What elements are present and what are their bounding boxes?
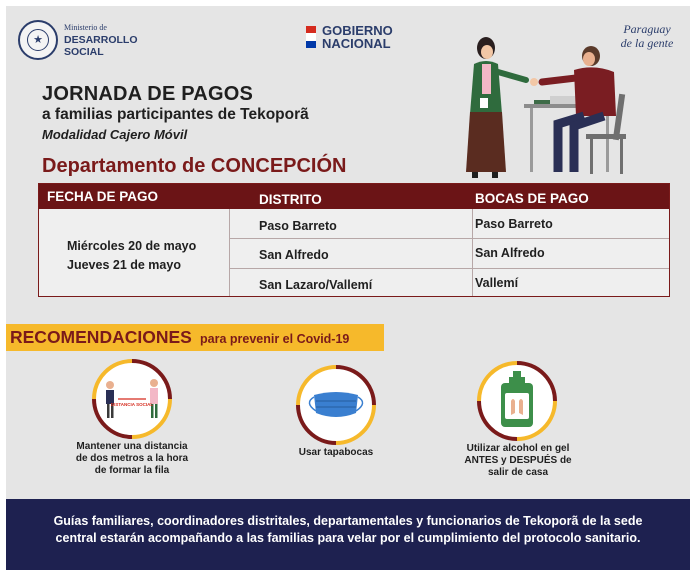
slogan-line2: de la gente	[620, 36, 674, 50]
social-distance-icon	[88, 355, 176, 443]
face-mask-icon	[292, 361, 380, 449]
row-divider	[229, 268, 669, 269]
government-line1: GOBIERNO	[322, 23, 393, 38]
recommendation-caption-sanitizer: Utilizar alcohol en gel ANTES y DESPUÉS de salir de casa	[464, 443, 572, 478]
header-payment-point: BOCAS DE PAGO	[475, 191, 589, 206]
recommendation-caption-distance: Mantener una distancia de dos metros a la hora de formar la fila	[75, 441, 189, 476]
column-divider	[229, 209, 230, 296]
table-row-payment-point: Vallemí	[475, 276, 519, 290]
header-district: DISTRITO	[259, 192, 322, 207]
footer-text: Guías familiares, coordinadores distritales, departamentales y funcionarios de Tekoporã de la sede central estarán acompañando a las familias para velar por el cumplimiento del protocolo sanitario.	[53, 514, 643, 545]
column-divider	[472, 209, 473, 296]
department-heading: Departamento de CONCEPCIÓN	[42, 155, 347, 177]
recommendations-subtitle: para prevenir el Covid-19	[200, 332, 350, 346]
ministry-line3: SOCIAL	[64, 46, 104, 58]
ministry-line2: DESARROLLO	[64, 34, 138, 46]
government-logo	[322, 24, 393, 50]
page-subtitle: a familias participantes de Tekoporã	[42, 106, 309, 123]
ministry-logo-text	[64, 22, 138, 58]
recommendation-caption-mask: Usar tapabocas	[298, 447, 374, 458]
payment-schedule-table	[38, 183, 670, 297]
header-payment-date: FECHA DE PAGO	[47, 189, 159, 204]
payment-date-2: Jueves 21 de mayo	[67, 258, 181, 272]
table-row-district: San Lazaro/Vallemí	[259, 278, 373, 292]
slogan-line1: Paraguay	[623, 22, 671, 36]
page-title: JORNADA DE PAGOS	[42, 83, 254, 105]
social-distance-label: DISTANCIA SOCIAL	[110, 402, 154, 407]
row-divider	[229, 238, 669, 239]
government-line2: NACIONAL	[322, 36, 391, 51]
table-row-district: Paso Barreto	[259, 219, 337, 233]
payment-modality: Modalidad Cajero Móvil	[42, 127, 188, 142]
table-row-district: San Alfredo	[259, 248, 329, 262]
payment-date-1: Miércoles 20 de mayo	[67, 239, 197, 253]
payment-scene-illustration	[446, 34, 686, 184]
paraguay-flag-icon	[306, 26, 316, 48]
recommendations-title: RECOMENDACIONES	[10, 327, 192, 347]
table-row-payment-point: Paso Barreto	[475, 217, 553, 231]
table-row-payment-point: San Alfredo	[475, 246, 545, 260]
table-header	[39, 184, 669, 209]
ministry-seal-icon: ★	[18, 20, 58, 60]
hand-sanitizer-icon	[473, 357, 561, 445]
ministry-line1: Ministerio de	[64, 23, 107, 32]
poster	[6, 6, 690, 570]
